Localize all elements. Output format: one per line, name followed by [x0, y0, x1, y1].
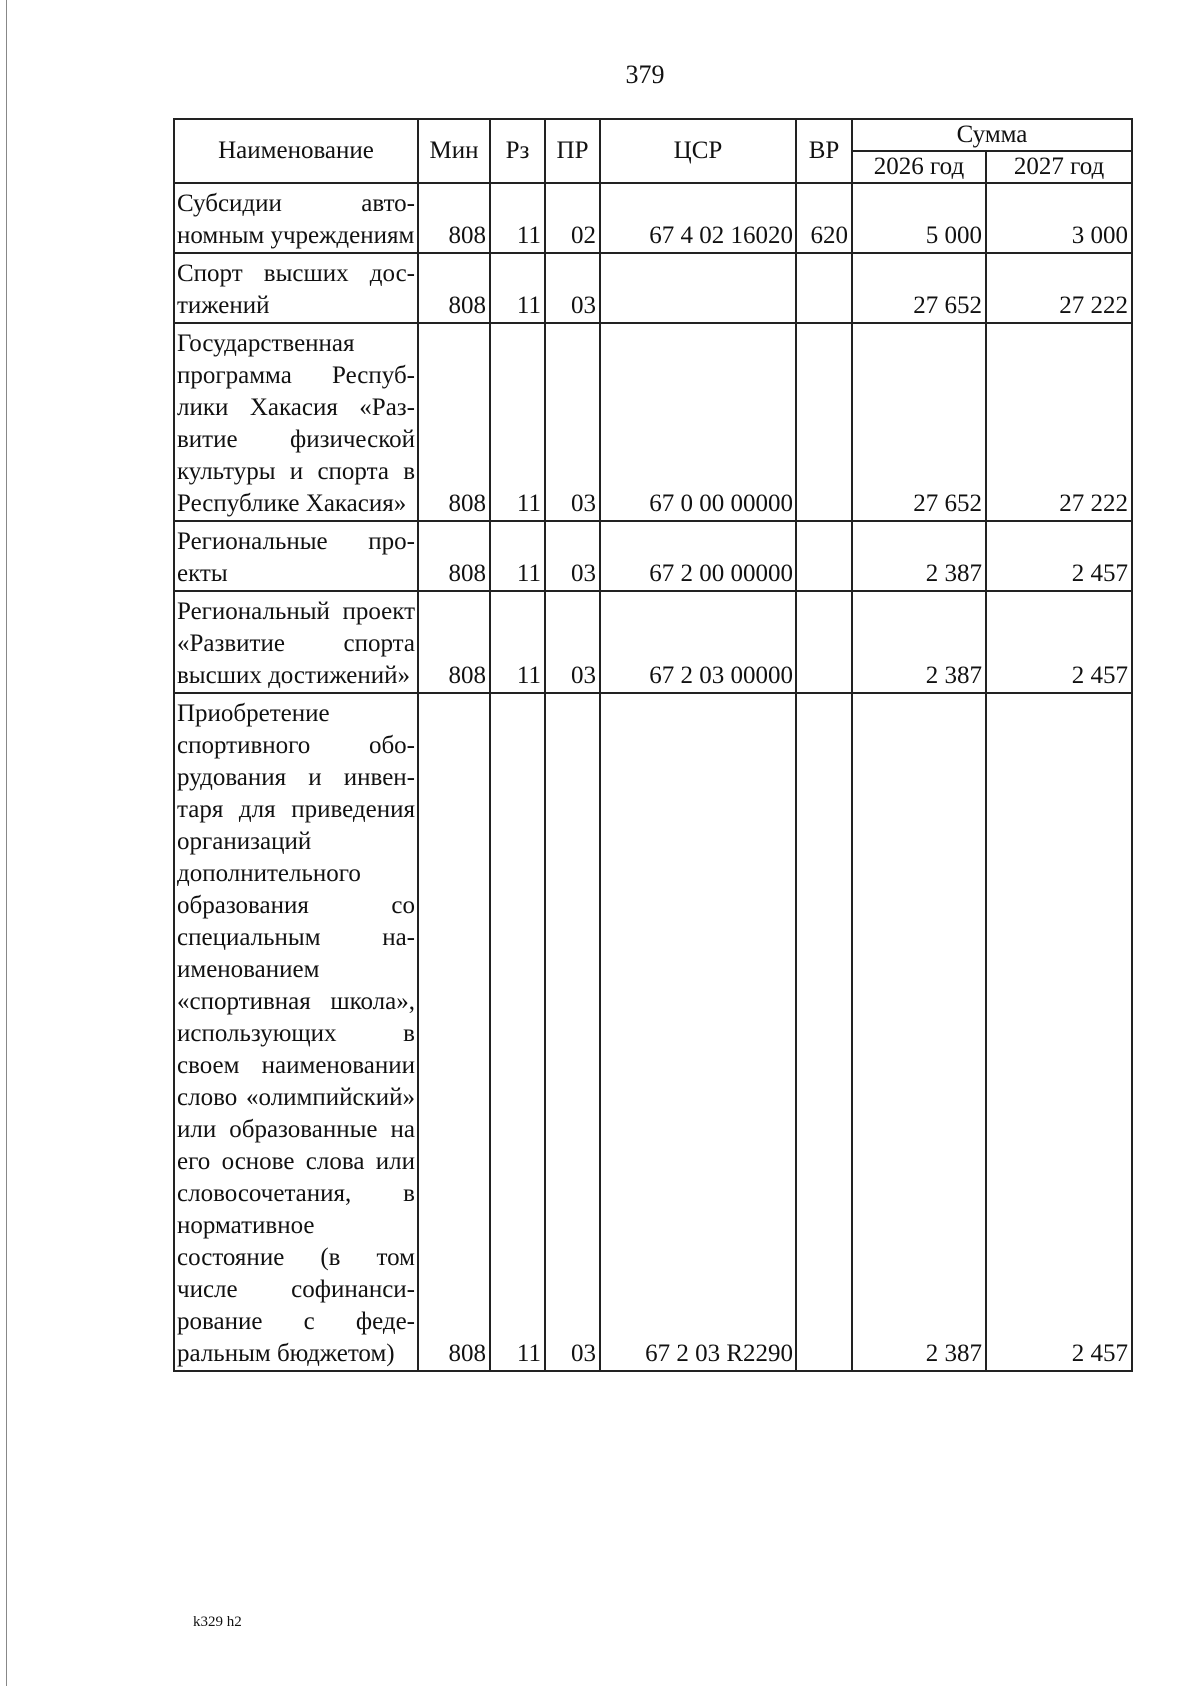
row-pr: 03 — [545, 323, 600, 521]
row-vr: 620 — [796, 183, 852, 253]
row-name: Субсидии автономным учреждениям — [174, 183, 418, 253]
row-pr: 03 — [545, 253, 600, 323]
row-csr — [600, 253, 796, 323]
row-min: 808 — [418, 693, 490, 1371]
budget-table — [173, 118, 1133, 1372]
row-sum-2026: 27 652 — [852, 253, 986, 323]
row-name: Спорт высших достижений — [174, 253, 418, 323]
page-number: 379 — [625, 60, 665, 89]
row-sum-2027: 2 457 — [986, 693, 1132, 1371]
row-min: 808 — [418, 253, 490, 323]
row-vr — [796, 693, 852, 1371]
table-row — [174, 253, 1132, 323]
row-csr: 67 0 00 00000 — [600, 323, 796, 521]
row-vr — [796, 323, 852, 521]
row-sum-2026: 5 000 — [852, 183, 986, 253]
footer-code: k329 h2 — [193, 1614, 242, 1630]
row-min: 808 — [418, 591, 490, 693]
row-sum-2026: 2 387 — [852, 521, 986, 591]
table-row — [174, 693, 1132, 1371]
header-name: Наименование — [174, 119, 418, 183]
row-vr — [796, 521, 852, 591]
table-row — [174, 521, 1132, 591]
row-rz: 11 — [490, 323, 545, 521]
row-rz: 11 — [490, 693, 545, 1371]
table-row — [174, 591, 1132, 693]
row-pr: 02 — [545, 183, 600, 253]
row-pr: 03 — [545, 591, 600, 693]
row-sum-2027: 2 457 — [986, 521, 1132, 591]
header-pr: ПР — [545, 119, 600, 183]
row-min: 808 — [418, 323, 490, 521]
header-rz: Рз — [490, 119, 545, 183]
row-name: Региональные проекты — [174, 521, 418, 591]
row-name: Приобретение спортивного оборудования и инвентаря для приведения организаций дополнительного образования со специальным наименованием «спортивная школа», использующих в своем наименовании слово «олимпийский» или образованные на его основе слова или словосочетания, в нормативное состояние (в том числе софинансирование с федеральным бюджетом) — [174, 693, 418, 1371]
page-edge-line — [6, 0, 7, 1686]
row-csr: 67 2 03 00000 — [600, 591, 796, 693]
row-rz: 11 — [490, 591, 545, 693]
row-rz: 11 — [490, 183, 545, 253]
table-row — [174, 183, 1132, 253]
header-min: Мин — [418, 119, 490, 183]
row-min: 808 — [418, 521, 490, 591]
header-year-2026: 2026 год — [852, 151, 986, 183]
header-row-top — [174, 119, 1132, 151]
header-csr: ЦСР — [600, 119, 796, 183]
row-sum-2026: 2 387 — [852, 693, 986, 1371]
row-csr: 67 4 02 16020 — [600, 183, 796, 253]
row-rz: 11 — [490, 253, 545, 323]
row-csr: 67 2 00 00000 — [600, 521, 796, 591]
header-year-2027: 2027 год — [986, 151, 1132, 183]
row-csr: 67 2 03 R2290 — [600, 693, 796, 1371]
row-sum-2027: 2 457 — [986, 591, 1132, 693]
row-sum-2026: 2 387 — [852, 591, 986, 693]
row-vr — [796, 253, 852, 323]
row-sum-2027: 27 222 — [986, 323, 1132, 521]
row-pr: 03 — [545, 693, 600, 1371]
row-pr: 03 — [545, 521, 600, 591]
row-min: 808 — [418, 183, 490, 253]
row-name: Региональный проект «Развитие спорта высших достижений» — [174, 591, 418, 693]
row-rz: 11 — [490, 521, 545, 591]
row-name: Государственная программа Республики Хакасия «Развитие физической культуры и спорта в Республике Хакасия» — [174, 323, 418, 521]
header-sum: Сумма — [852, 119, 1132, 151]
row-vr — [796, 591, 852, 693]
row-sum-2027: 3 000 — [986, 183, 1132, 253]
row-sum-2026: 27 652 — [852, 323, 986, 521]
header-vr: ВР — [796, 119, 852, 183]
table-row — [174, 323, 1132, 521]
row-sum-2027: 27 222 — [986, 253, 1132, 323]
